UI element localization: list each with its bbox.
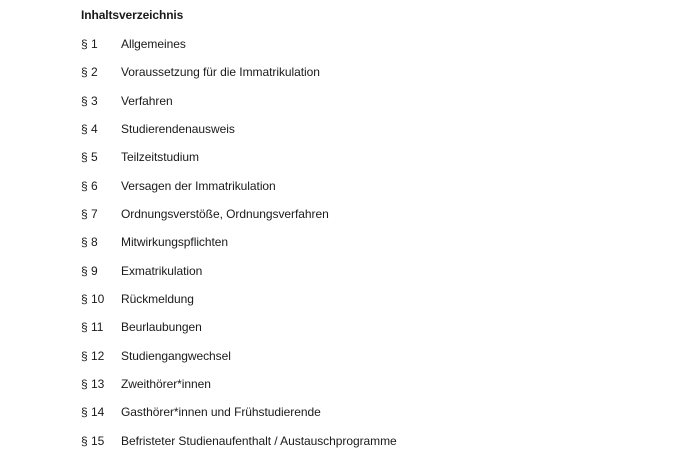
toc-entry-number: § 7 xyxy=(81,207,98,222)
toc-entry-number: § 6 xyxy=(81,178,98,193)
toc-entry-number: § 5 xyxy=(81,150,98,165)
toc-entry-title: Befristeter Studienaufenthalt / Austauschprogramme xyxy=(121,433,397,448)
toc-entry-title: Gasthörer*innen und Frühstudierende xyxy=(121,405,321,420)
toc-entry-title: Mitwirkungspflichten xyxy=(121,235,229,250)
toc-entry-number: § 14 xyxy=(81,405,105,420)
toc-entry-title: Versagen der Immatrikulation xyxy=(121,178,276,193)
toc-entry-number: § 15 xyxy=(81,433,105,448)
toc-entry-title: Voraussetzung für die Immatrikulation xyxy=(121,65,320,80)
toc-entry-title: Allgemeines xyxy=(121,37,186,51)
toc-entry-number: § 3 xyxy=(81,93,98,108)
toc-entry-title: Verfahren xyxy=(121,93,173,108)
toc-heading: Inhaltsverzeichnis xyxy=(81,8,184,22)
toc-entry-number: § 8 xyxy=(81,235,98,250)
toc-entry-title: Studierendenausweis xyxy=(121,122,235,137)
toc-entry-title: Zweithörer*innen xyxy=(121,377,211,392)
toc-entry-number: § 10 xyxy=(81,292,105,307)
toc-entry-title: Rückmeldung xyxy=(121,292,194,307)
toc-entry-number: § 1 xyxy=(81,37,98,51)
toc-entry-number: § 9 xyxy=(81,263,98,278)
toc-entry-number: § 4 xyxy=(81,122,98,137)
toc-entry-title: Ordnungsverstöße, Ordnungsverfahren xyxy=(121,207,329,222)
toc-entry-title: Studiengangwechsel xyxy=(121,348,231,363)
toc-entry-number: § 2 xyxy=(81,65,98,80)
toc-entry-title: Teilzeitstudium xyxy=(121,150,199,165)
toc-entry-number: § 13 xyxy=(81,377,105,392)
toc-entry-number: § 12 xyxy=(81,348,105,363)
toc-entry-number: § 11 xyxy=(81,320,104,335)
toc-entry-title: Exmatrikulation xyxy=(121,263,203,278)
toc-entry-title: Beurlaubungen xyxy=(121,320,202,335)
